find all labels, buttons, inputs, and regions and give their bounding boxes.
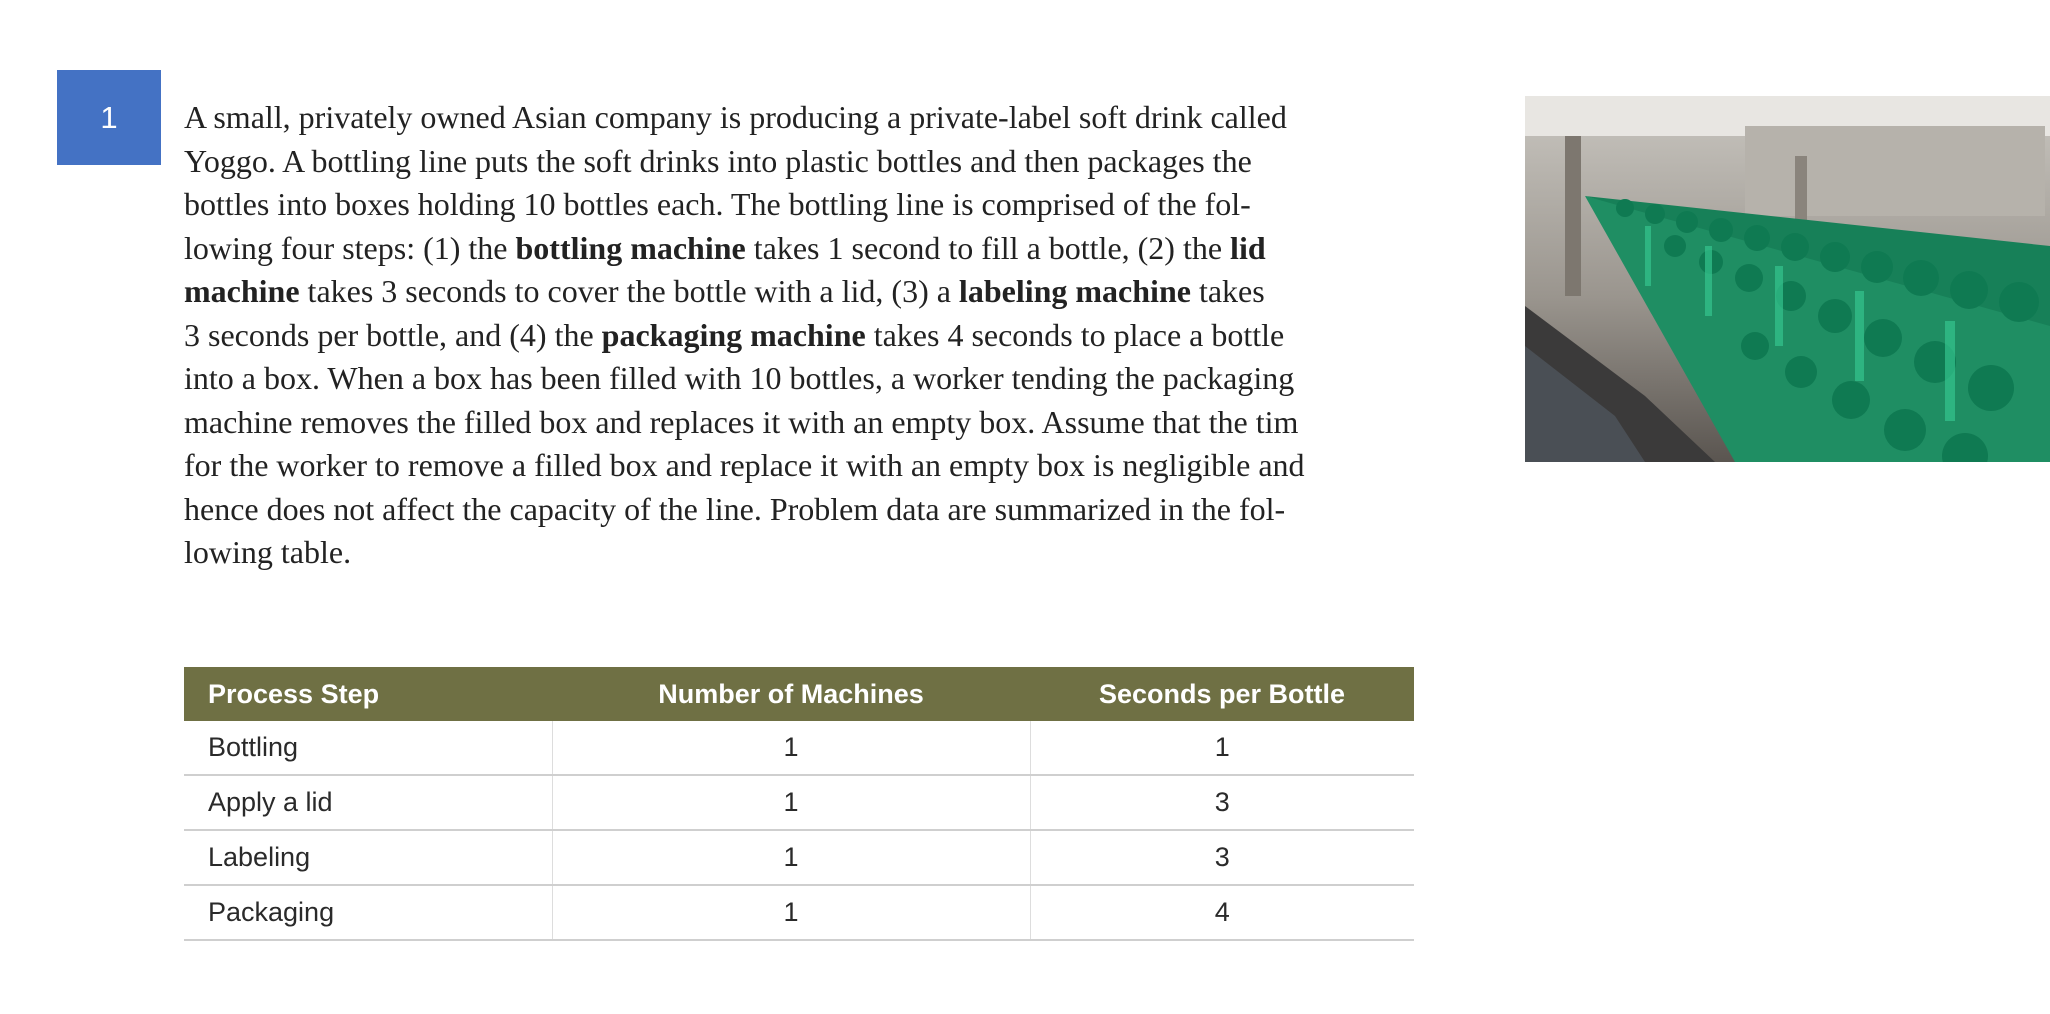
header-seconds-per-bottle: Seconds per Bottle (1030, 667, 1414, 721)
cell-machines: 1 (552, 885, 1030, 940)
cell-process-step: Apply a lid (184, 775, 552, 830)
text-segment: lowing four steps: (1) the (184, 229, 516, 266)
cell-seconds: 3 (1030, 830, 1414, 885)
bold-term: packaging machine (601, 316, 866, 353)
header-process-step: Process Step (184, 667, 552, 721)
text-segment: into a box. When a box has been filled with 10 bottles, a worker tending the packaging (184, 360, 1295, 396)
cell-process-step: Packaging (184, 885, 552, 940)
question-number-badge: 1 (57, 70, 161, 165)
problem-line (184, 183, 1464, 227)
table-row (184, 775, 1414, 830)
table-row (184, 721, 1414, 775)
bold-term: labeling machine (958, 273, 1191, 309)
text-segment: takes 1 second to fill a bottle, (2) the (745, 229, 1231, 266)
table-header-row (184, 667, 1414, 721)
cell-machines: 1 (552, 775, 1030, 830)
text-segment: Yoggo. A bottling line puts the soft drinks into plastic bottles and then packages the (184, 142, 1252, 179)
problem-line (184, 227, 1464, 271)
problem-line (184, 96, 1464, 140)
problem-line (184, 140, 1464, 184)
cell-machines: 1 (552, 721, 1030, 775)
text-segment: takes 3 seconds to cover the bottle with a lid, (3) a (299, 273, 959, 309)
problem-line (184, 531, 1464, 575)
cell-seconds: 4 (1030, 885, 1414, 940)
table-row (184, 885, 1414, 940)
bold-term: machine (184, 273, 300, 309)
problem-line (184, 357, 1464, 401)
text-segment: machine removes the filled box and replaces it with an empty box. Assume that the tim (184, 403, 1299, 440)
bold-term: bottling machine (515, 229, 746, 266)
bottling-line-photo (1525, 96, 2050, 462)
cell-process-step: Labeling (184, 830, 552, 885)
text-segment: bottles into boxes holding 10 bottles each. The bottling line is comprised of the fol- (184, 186, 1251, 222)
problem-line (184, 488, 1464, 532)
problem-line (184, 270, 1464, 314)
cell-seconds: 1 (1030, 721, 1414, 775)
problem-line (184, 444, 1464, 488)
text-segment: takes (1190, 273, 1265, 309)
header-number-of-machines: Number of Machines (552, 667, 1030, 721)
text-segment: 3 seconds per bottle, and (4) the (184, 316, 602, 353)
problem-line (184, 401, 1464, 445)
bold-term: lid (1230, 229, 1266, 266)
table-row (184, 830, 1414, 885)
text-segment: takes 4 seconds to place a bottle (865, 316, 1285, 353)
text-segment: hence does not affect the capacity of the line. Problem data are summarized in the fol- (184, 490, 1286, 527)
problem-text (184, 96, 1464, 575)
cell-seconds: 3 (1030, 775, 1414, 830)
cell-process-step: Bottling (184, 721, 552, 775)
text-segment: A small, privately owned Asian company is producing a private-label soft drink called (184, 99, 1287, 135)
text-segment: lowing table. (184, 534, 352, 570)
cell-machines: 1 (552, 830, 1030, 885)
problem-line (184, 314, 1464, 358)
text-segment: for the worker to remove a filled box and replace it with an empty box is negligible and (184, 447, 1305, 483)
process-data-table (184, 667, 1414, 941)
